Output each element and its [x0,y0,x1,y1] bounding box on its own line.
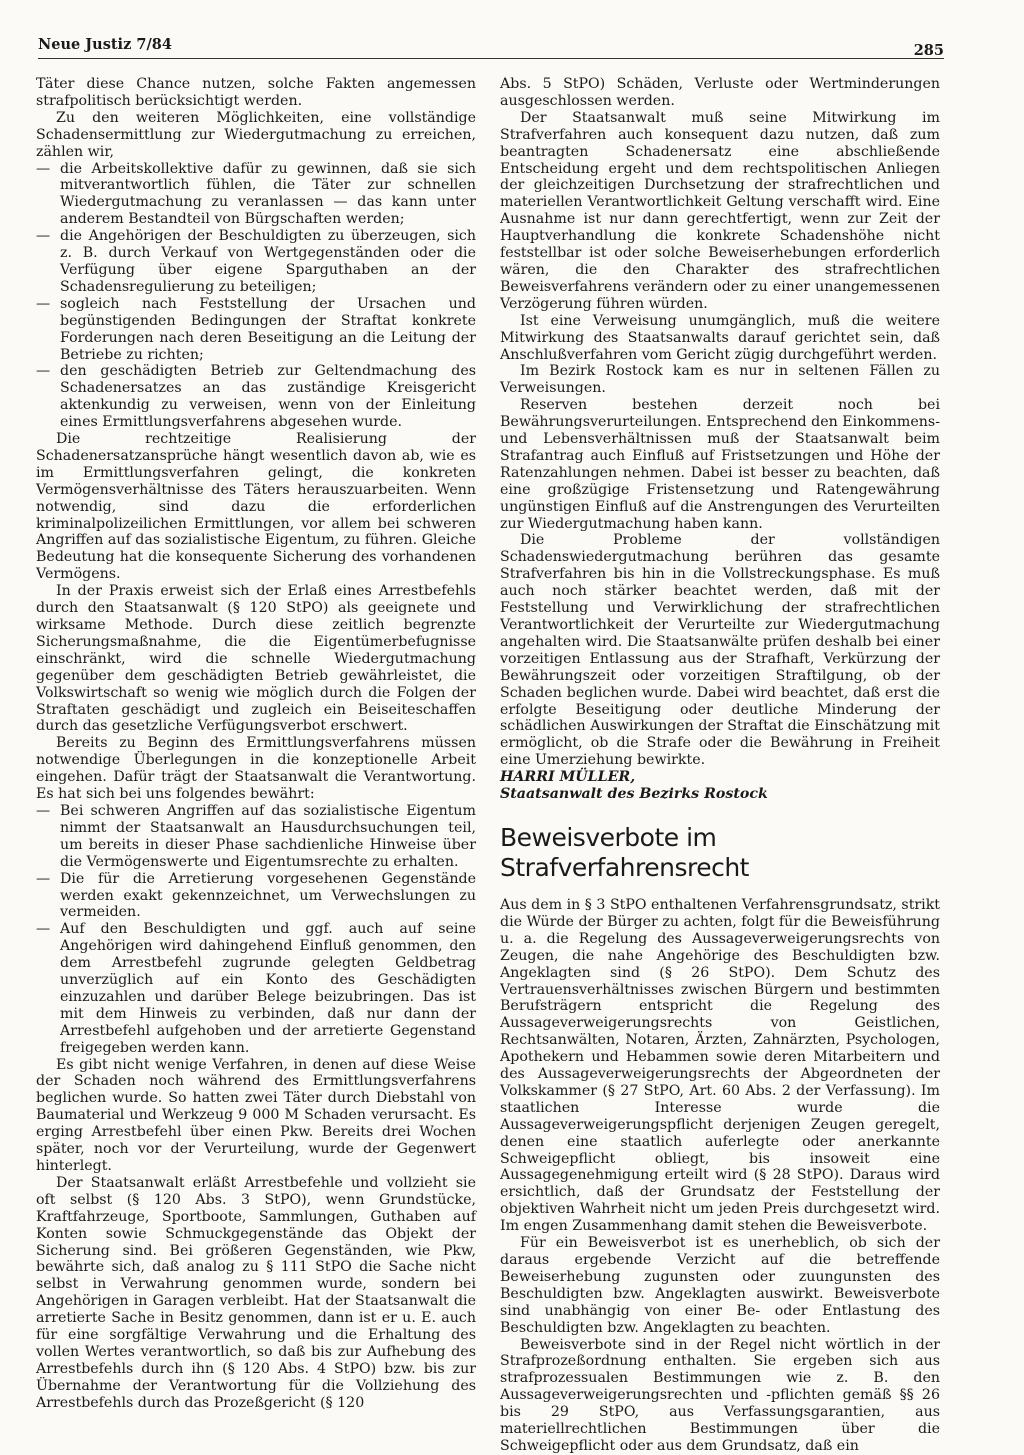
practice-list [36,803,476,1057]
paragraph: Die Probleme der vollständigen Schadenswiedergutmachung berühren das gesamte Strafverfahren bis hin in die Vollstreckungsphase. Es muß auch noch stärker beachtet werden, daß mit der Feststellung und Verwirklichung der strafrechtlichen Verantwortlichkeit der Verurteilte zur Wiedergutmachung angehalten wird. Die Staatsanwälte prüfen deshalb bei einer vorzeitigen Entlassung aus der Strafhaft, Verkürzung der Bewährungszeit oder vorzeitigen Straftilgung, ob der Schaden beglichen wurde. Dabei wird beachtet, daß erst die erfolgte Beseitigung oder deutliche Minderung der schädlichen Auswirkungen der Straftat die Einschätzung mit ermöglicht, ob die Strafe oder die Bewährung in Freiheit eine Umerziehung bewirkte. [500,532,940,769]
paragraph: Reserven bestehen derzeit noch bei Bewährungsverurteilungen. Entsprechend den Einkommens- und Lebensverhältnissen muß der Staatsanwalt beim Strafantrag auch Einfluß auf Fristsetzungen und Höhe der Ratenzahlungen nehmen. Dabei ist besser zu beachten, daß eine großzügige Fristensetzung und Ratengewährung ungünstigen Einfluß auf die Anstrengungen des Verurteilten zur Wiedergutmachung haben kann. [500,397,940,532]
paragraph: Für ein Beweisverbot ist es unerheblich, ob sich der daraus ergebende Verzicht auf die betreffende Beweiserhebung zugunsten oder zuungunsten des Beschuldigten bzw. Angeklagten auswirkt. Beweisverbote sind unabhängig von einer Be- oder Entlastung des Beschuldigten bzw. Angeklagten zu beachten. [500,1235,940,1336]
paragraph: Im Bezirk Rostock kam es nur in seltenen Fällen zu Verweisungen. [500,363,940,397]
paragraph: Bereits zu Beginn des Ermittlungsverfahrens müssen notwendige Überlegungen in die konzeptionelle Arbeit eingehen. Dafür trägt der Staatsanwalt die Verantwortung. Es hat sich bei uns folgendes bewährt: [36,735,476,803]
list-item: — Die für die Arretierung vorgesehenen Gegenstände werden exakt gekennzeichnet, um Verwechslungen zu vermeiden. [36,871,476,922]
list-item: — Auf den Beschuldigten und ggf. auch auf seine Angehörigen wird dahingehend Einfluß genommen, den dem Arrestbefehl zugrunde gelegten Geldbetrag unverzüglich auf ein Konto des Geschädigten einzuzahlen und darüber Belege beizubringen. Das ist mit dem Hinweis zu verbinden, daß nur dann der Arrestbefehl aufgehoben und der arretierte Gegenstand freigegeben werden kann. [36,921,476,1056]
list-item: — Bei schweren Angriffen auf das sozialistische Eigentum nimmt der Staatsanwalt an Hausdurchsuchungen teil, um bereits in dieser Phase sachdienliche Hinweise über die Vermögenswerte und Eigentumsrechte zu erhalten. [36,803,476,871]
list-item: — die Arbeitskollektive dafür zu gewinnen, daß sie sich mitverantwortlich fühlen, die Täter zur schnellen Wiedergutmachung zu veranlassen — das kann unter anderem Bestandteil von Bürgschaften werden; [36,161,476,229]
author-affiliation: Staatsanwalt des Bezirks Rostock [500,786,768,803]
paragraph: Zu den weiteren Möglichkeiten, eine vollständige Schadensermittlung zur Wiedergutmachung zu erreichen, zählen wir, [36,109,476,160]
author-name: HARRI MÜLLER, [500,769,636,786]
paragraph: Die rechtzeitige Realisierung der Schadenersatzansprüche hängt wesentlich davon ab, wie es im Ermittlungsverfahren gelingt, die konkreten Vermögensverhältnisse des Täters herauszuarbeiten. Wenn notwendig, sind dazu die erforderlichen kriminalpolizeilichen Ermittlungen, vor allem bei schweren Angriffen auf das sozialistische Eigentum, zu führen. Gleiche Bedeutung hat die konsequente Sicherung des vorhandenen Vermögens. [36,431,476,583]
article-heading: Beweisverbote im Strafverfahrensrecht [500,822,749,882]
paragraph: Beweisverbote sind in der Regel nicht wörtlich in der Strafprozeßordnung enthalten. Sie ergeben sich aus strafprozessualen Bestimmungen wie z. B. den Aussageverweigerungsrechten und -pflichten gemäß §§ 26 bis 29 StPO, aus Verfassungsgarantien, aus materiellrechtlichen Bestimmungen über die Schweigepflicht oder aus dem Grundsatz, daß ein [500,1336,940,1454]
header-rule [38,58,944,59]
list-item: — sogleich nach Feststellung der Ursachen und begünstigenden Bedingungen der Straftat konkrete Forderungen nach deren Beseitigung an die Leitung der Betriebe zu richten; [36,296,476,364]
paragraph: Ist eine Verweisung unumgänglich, muß die weitere Mitwirkung des Staatsanwalts darauf gerichtet sein, daß Anschlußverfahren vom Gericht zügig durchgeführt werden. [500,312,940,363]
measures-list [36,161,476,432]
paragraph: In der Praxis erweist sich der Erlaß eines Arrestbefehls durch den Staatsanwalt (§ 120 StPO) als geeignete und wirksame Methode. Durch diese zeitlich begrenzte Sicherungsmaßnahme, die die Eigentümerbefugnisse einschränkt, wird die schnelle Wiedergutmachung gegenüber dem geschädigten Betrieb gewährleistet, die Volkswirtschaft so wenig wie möglich durch die Folgen der Straftaten geschädigt und zugleich ein Beiseiteschaffen durch das gesetzliche Verfügungsverbot erschwert. [36,583,476,735]
left-column [36,76,476,1412]
paragraph: Der Staatsanwalt muß seine Mitwirkung im Strafverfahren auch konsequent dazu nutzen, daß zum beantragten Schadenersatz eine abschließende Entscheidung ergeht und dem rechtspolitischen Anliegen der gleichzeitigen Durchsetzung der strafrechtlichen und materiellen Verantwortlichkeit Geltung verschafft wird. Eine Ausnahme ist nur dann gerechtfertigt, wenn zur Zeit der Hauptverhandlung die konkrete Schadenshöhe nicht feststellbar ist oder solche Beweiserhebungen erforderlich wären, die den Charakter des strafrechtlichen Beweisverfahrens verändern oder zu einer unangemessenen Verzögerung führen würden. [500,109,940,312]
journal-title: Neue Justiz 7/84 [38,36,172,53]
paragraph: Aus dem in § 3 StPO enthaltenen Verfahrensgrundsatz, strikt die Würde der Bürger zu achten, folgt für die Beweisführung u. a. die Regelung des Aussageverweigerungsrechts von Zeugen, die nahe Angehörige des Beschuldigten bzw. Angeklagten sind (§ 26 StPO). Dem Schutz des Vertrauensverhältnisses zwischen Bürgern und bestimmten Berufsträgern entspricht die Regelung des Aussageverweigerungsrechts von Geistlichen, Rechtsanwälten, Notaren, Ärzten, Zahnärzten, Psychologen, Apothekern und Hebammen sowie deren Mitarbeitern und des Aussageverweigerungsrechts der Abgeordneten der Volkskammer (§ 27 StPO, Art. 60 Abs. 2 der Verfassung). Im staatlichen Interesse wurde die Aussageverweigerungspflicht derjenigen Zeugen geregelt, denen eine staatlich auferlegte oder anerkannte Schweigepflicht obliegt, bis insoweit eine Aussagegenehmigung erteilt wird (§ 28 StPO). Daraus wird ersichtlich, daß der Grundsatz der Feststellung der objektiven Wahrheit nicht um jeden Preis durchgesetzt wird. Im engen Zusammenhang damit stehen die Beweisverbote. [500,896,941,1235]
paragraph: Täter diese Chance nutzen, solche Fakten angemessen strafpolitisch berücksichtigt werden. [36,76,476,109]
paragraph: Abs. 5 StPO) Schäden, Verluste oder Wertminderungen ausgeschlossen werden. [500,76,940,109]
running-header [38,36,944,58]
page-number: 285 [913,42,944,59]
paragraph: Der Staatsanwalt erläßt Arrestbefehle und vollzieht sie oft selbst (§ 120 Abs. 3 StPO), wenn Grundstücke, Kraftfahrzeuge, Sportboote, Sammlungen, Guthaben auf Konten sowie Schmuckgegenstände das Objekt der Sicherung sind. Bei größeren Gegenständen, wie Pkw, bewährte sich, daß analog zu § 111 StPO die Sache nicht selbst in Verwahrung genommen wurde, sondern bei Angehörigen in Garagen verbleibt. Hat der Staatsanwalt die arretierte Sache in Besitz genommen, dann ist er u. E. auch für eine sorgfältige Verwahrung und die Erhaltung des vollen Wertes verantwortlich, so daß bis zur Aufhebung des Arrestbefehls durch ihn (§ 120 Abs. 4 StPO) bzw. bis zur Übernahme der Verantwortung für die Vollziehung des Arrestbefehls durch das Prozeßgericht (§ 120 [36,1174,476,1411]
list-item: — die Angehörigen der Beschuldigten zu überzeugen, sich z. B. durch Verkauf von Wertgegenständen oder die Verfügung über eigene Sparguthaben an der Schadensregulierung zu beteiligen; [36,228,476,296]
list-item: — den geschädigten Betrieb zur Geltendmachung des Schadenersatzes an das zuständige Kreisgericht aktenkundig zu verweisen, wenn von der Einleitung eines Ermittlungsverfahrens abgesehen wurde. [36,363,476,431]
paragraph: Es gibt nicht wenige Verfahren, in denen auf diese Weise der Schaden noch während des Ermittlungsverfahrens beglichen wurde. So hatten zwei Täter durch Diebstahl von Baumaterial und Werkzeug 9 000 M Schaden verursacht. Es erging Arrestbefehl über einen Pkw. Bereits drei Wochen später, noch vor der Verurteilung, wurde der Gegenwert hinterlegt. [36,1056,476,1174]
right-column [500,76,940,1455]
